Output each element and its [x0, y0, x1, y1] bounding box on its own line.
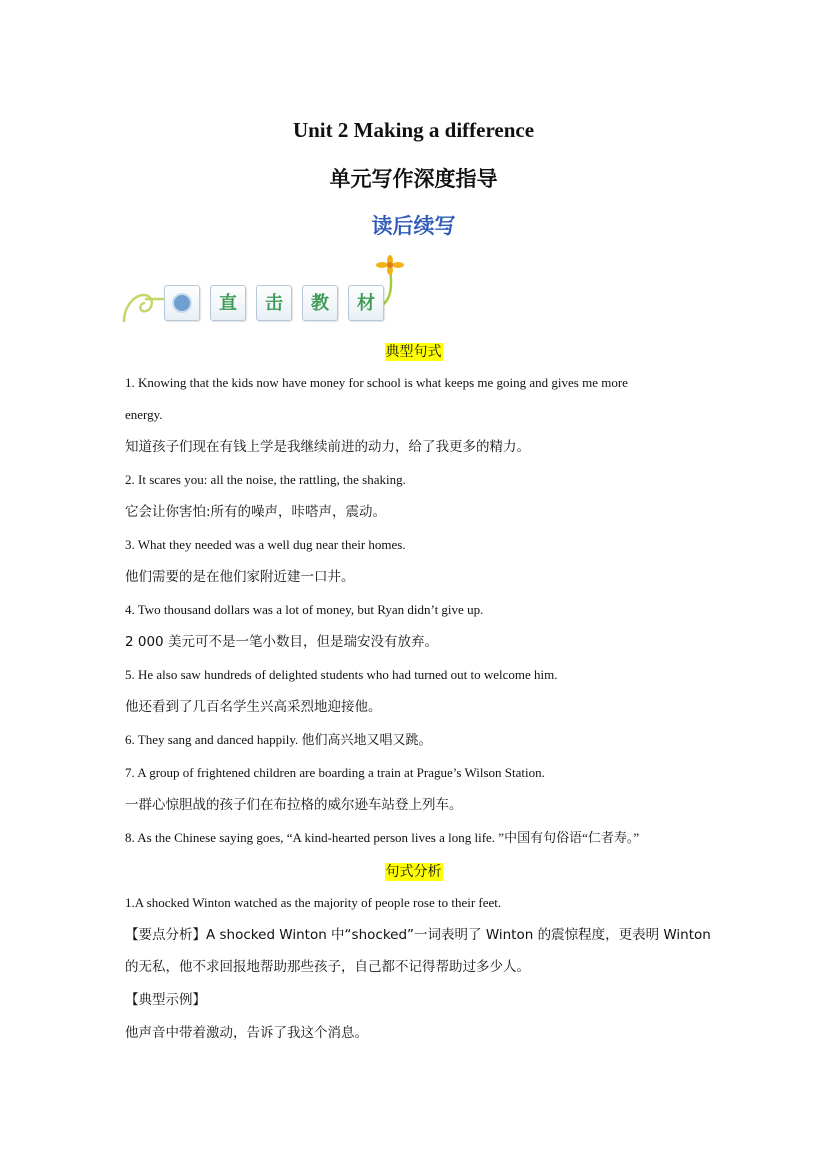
textbook-banner	[120, 255, 420, 327]
bullet-dot-icon	[172, 293, 192, 313]
example-label: 【典型示例】	[125, 992, 206, 1008]
writing-guide-subtitle: 单元写作深度指导	[329, 167, 498, 191]
sentence-8: 8. As the Chinese saying goes, “A kind-hearted person lives a long life. ”中国有句俗语“仁者寿。”	[125, 830, 640, 845]
sentence-7-en: 7. A group of frightened children are boarding a train at Prague’s Wilson Station.	[125, 765, 545, 780]
banner-tile-2: 击	[256, 285, 292, 321]
bullet-tile	[164, 285, 200, 321]
sentence-3-en: 3. What they needed was a well dug near their homes.	[125, 537, 406, 552]
sentence-4-zh: 2 000 美元可不是一笔小数目，但是瑞安没有放弃。	[125, 634, 438, 650]
sentence-5-zh: 他还看到了几百名学生兴高采烈地迎接他。	[125, 699, 382, 715]
sentence-7-zh: 一群心惊胆战的孩子们在布拉格的威尔逊车站登上列车。	[125, 797, 463, 813]
sentence-1-zh: 知道孩子们现在有钱上学是我继续前进的动力，给了我更多的精力。	[125, 439, 530, 455]
sentence-4-en: 4. Two thousand dollars was a lot of money, but Ryan didn’t give up.	[125, 602, 484, 617]
key-points-line-1: 【要点分析】A shocked Winton 中“shocked”一词表明了 Winton 的震惊程度，更表明 Winton	[125, 927, 711, 943]
sentence-6: 6. They sang and danced happily. 他们高兴地又唱又跳。	[125, 732, 432, 747]
banner-tile-3: 教	[302, 285, 338, 321]
typical-sentences-heading: 典型句式	[385, 344, 442, 360]
example-zh: 他声音中带着激动，告诉了我这个消息。	[125, 1025, 368, 1041]
banner-tile-1: 直	[210, 285, 246, 321]
sentence-2-zh: 它会让你害怕:所有的噪声，咔嗒声，震动。	[125, 504, 387, 520]
analysis-heading: 句式分析	[385, 864, 442, 880]
sentence-1-en: 1. Knowing that the kids now have money for school is what keeps me going and gives me more	[125, 375, 628, 390]
banner-tile-4: 材	[348, 285, 384, 321]
flower-icon	[376, 255, 404, 275]
sentence-1-en-cont: energy.	[125, 407, 163, 422]
unit-title: Unit 2 Making a difference	[292, 118, 535, 142]
sentence-5-en: 5. He also saw hundreds of delighted students who had turned out to welcome him.	[125, 667, 558, 682]
sentence-2-en: 2. It scares you: all the noise, the rattling, the shaking.	[125, 472, 406, 487]
sentence-3-zh: 他们需要的是在他们家附近建一口井。	[125, 569, 355, 585]
key-points-line-2: 的无私，他不求回报地帮助那些孩子，自己都不记得帮助过多少人。	[125, 959, 530, 975]
section-title: 读后续写	[371, 214, 456, 238]
analysis-sentence: 1.A shocked Winton watched as the majority of people rose to their feet.	[125, 895, 502, 910]
